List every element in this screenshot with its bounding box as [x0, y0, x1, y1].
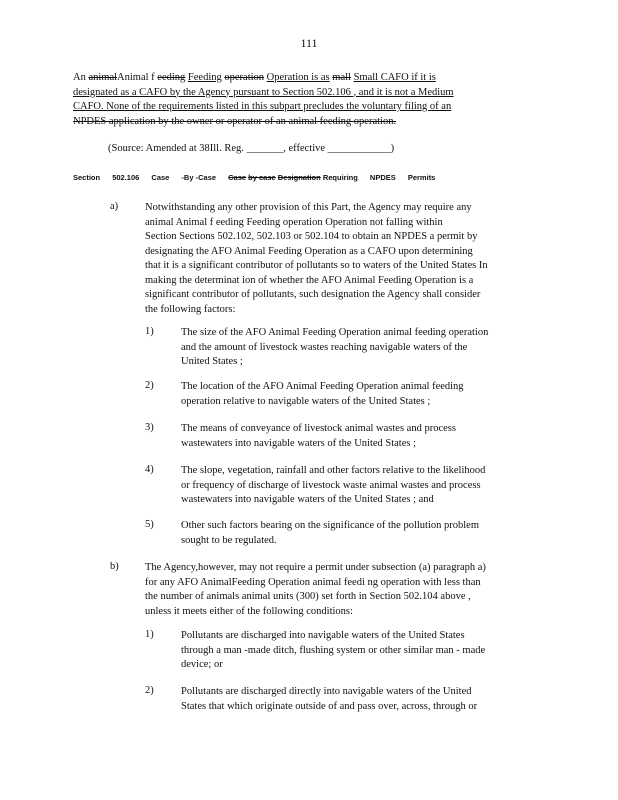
intro-line-1: An animalAnimal f eeding Feeding operation Operation is as mall Small CAFO if it is: [73, 72, 436, 83]
list-item-line: The size of the AFO Animal Feeding Operation animal feeding operation: [181, 327, 489, 338]
para-a-text: [145, 201, 520, 317]
para-b-line: for any AFO AnimalFeeding Operation animal feedi ng operation with less than: [145, 576, 481, 588]
para-a-line: Section Sections 502.102, 502.103 or 502.104 to obtain an NPDES a permit by: [145, 231, 478, 242]
intro-line-2: designated as a CAFO by the Agency pursuant to Section 502.106 , and it is not a Medium: [73, 86, 454, 98]
list-item-line: The slope, vegetation, rainfall and other factors relative to the likelihood: [181, 465, 486, 476]
list-item-line: Pollutants are discharged into navigable waters of the United States: [181, 630, 465, 641]
list-item: [181, 519, 516, 548]
intro-line-3: CAFO. None of the requirements listed in this subpart precludes the voluntary filing of an: [73, 101, 452, 112]
item-number: 3): [145, 422, 154, 433]
para-a-label: a): [110, 201, 119, 212]
list-item-line: device; or: [181, 659, 223, 670]
para-a-line: designating the AFO Animal Feeding Operation as a CAFO upon determining: [145, 245, 473, 257]
para-b-line: the number of animals animal units (300) set forth in Section 502.104 above ,: [145, 591, 471, 602]
list-item-line: or frequency of discharge of livestock waste animal wastes and process: [181, 479, 481, 491]
list-item: [181, 326, 521, 370]
item-number: 2): [145, 380, 154, 391]
para-a-line: animal Animal f eeding Feeding operation Operation not falling within: [145, 216, 443, 228]
list-item: [181, 629, 517, 673]
para-a-line: that it is a significant contributor of pollutants so to waters of the United States In: [145, 260, 488, 271]
para-a-line: the following factors:: [145, 303, 236, 315]
para-a-line: Notwithstanding any other provision of this Part, the Agency may require any: [145, 202, 472, 213]
list-item-line: Pollutants are discharged directly into navigable waters of the United: [181, 686, 472, 697]
item-number: 5): [145, 519, 154, 530]
list-item: [181, 422, 491, 451]
item-number: 2): [145, 685, 154, 696]
item-number: 4): [145, 464, 154, 475]
item-number: 1): [145, 326, 154, 337]
intro-paragraph: [73, 71, 503, 129]
para-b-text: [145, 561, 523, 619]
list-item: [181, 380, 496, 409]
source-note: (Source: Amended at 38Ill. Reg. _______, effective ____________): [108, 143, 395, 154]
list-item: [181, 685, 514, 714]
list-item-line: States that which originate outside of and pass over, across, through or: [181, 700, 478, 712]
list-item-line: through a man -made ditch, flushing system or other similar man - made: [181, 644, 486, 656]
list-item-line: sought to be regulated.: [181, 534, 277, 546]
intro-line-4: NPDES application by the owner or operator of an animal feeding operation.: [73, 115, 397, 127]
section-heading: Section 502.106 Case -By -Case Case by case Designation Requiring NPDES Permits: [73, 173, 436, 182]
list-item-line: wastewaters into navigable waters of the United States ; and: [181, 494, 434, 505]
para-b-label: b): [110, 561, 119, 572]
para-a-line: significant contributor of pollutants, such designation the Agency shall consider: [145, 289, 481, 300]
para-a-line: making the determinat ion of whether the AFO Animal Feeding Operation is a: [145, 274, 474, 286]
list-item-line: wastewaters into navigable waters of the United States ;: [181, 437, 417, 449]
list-item-line: and the amount of livestock wastes reaching navigable waters of the: [181, 341, 468, 353]
item-number: 1): [145, 629, 154, 640]
list-item-line: The location of the AFO Animal Feeding Operation animal feeding: [181, 381, 464, 392]
list-item-line: Other such factors bearing on the significance of the pollution problem: [181, 520, 479, 531]
page-number: 111: [300, 36, 318, 50]
list-item-line: operation relative to navigable waters of the United States ;: [181, 395, 431, 407]
list-item: [181, 464, 523, 508]
list-item-line: United States ;: [181, 356, 243, 367]
para-b-line: The Agency,however, may not require a permit under subsection (a) paragraph a): [145, 562, 486, 573]
list-item-line: The means of conveyance of livestock animal wastes and process: [181, 423, 456, 434]
para-b-line: unless it meets either of the following conditions:: [145, 605, 353, 617]
